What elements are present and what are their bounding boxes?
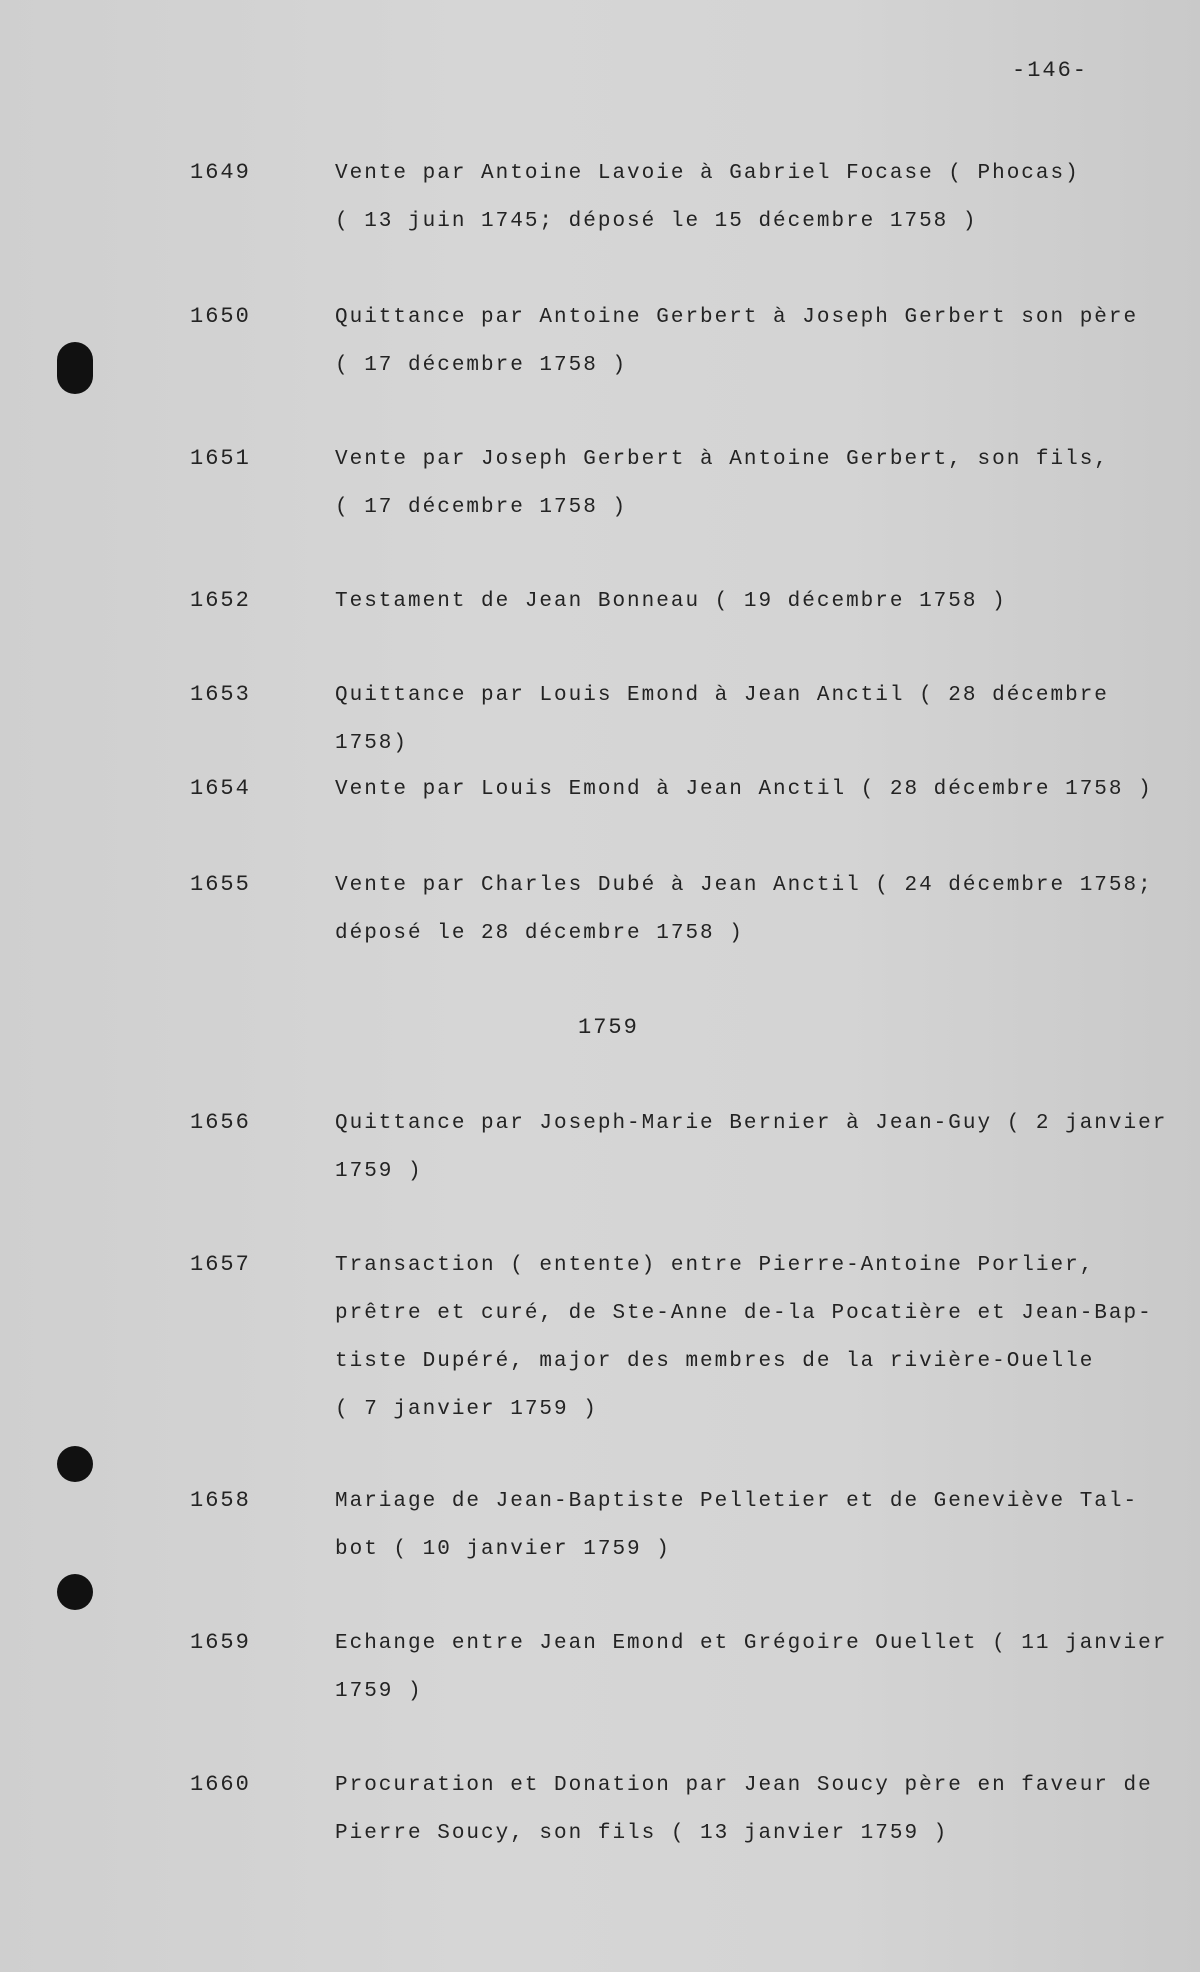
entry-text: Quittance par Louis Emond à Jean Anctil ( 28 décembre 1758) (335, 684, 1109, 755)
entry-text: Quittance par Antoine Gerbert à Joseph Gerbert son père ( 17 décembre 1758 ) (335, 306, 1139, 377)
entry-text: Quittance par Joseph-Marie Bernier à Jean-Guy ( 2 janvier 1759 ) (335, 1112, 1168, 1183)
entry-number: 1653 (190, 682, 251, 707)
entry-text: Echange entre Jean Emond et Grégoire Ouellet ( 11 janvier 1759 ) (335, 1632, 1168, 1703)
entry-number: 1649 (190, 160, 251, 185)
entry-number: 1651 (190, 446, 251, 471)
entry-text: Testament de Jean Bonneau ( 19 décembre 1758 ) (335, 590, 1007, 613)
page-number: -146- (1012, 58, 1089, 83)
entry-number: 1657 (190, 1252, 251, 1277)
entry-number: 1654 (190, 776, 251, 801)
entry-text: Mariage de Jean-Baptiste Pelletier et de Geneviève Tal- bot ( 10 janvier 1759 ) (335, 1490, 1139, 1561)
entry-number: 1650 (190, 304, 251, 329)
entry-number: 1656 (190, 1110, 251, 1135)
entry-text: Vente par Joseph Gerbert à Antoine Gerbert, son fils, ( 17 décembre 1758 ) (335, 448, 1109, 519)
entry-text: Transaction ( entente) entre Pierre-Antoine Porlier, prêtre et curé, de Ste-Anne de-la Pocatière et Jean-Bap- tiste Dupéré, major des membres de la rivière-Ouelle ( 7 janvier 1759 ) (335, 1254, 1153, 1421)
punch-hole-top (57, 342, 93, 394)
entry-number: 1660 (190, 1772, 251, 1797)
entry-text: Vente par Louis Emond à Jean Anctil ( 28 décembre 1758 ) (335, 778, 1153, 801)
entry-number: 1658 (190, 1488, 251, 1513)
entry-text: Vente par Antoine Lavoie à Gabriel Focase ( Phocas) ( 13 juin 1745; déposé le 15 décembre 1758 ) (335, 162, 1080, 233)
entry-number: 1655 (190, 872, 251, 897)
punch-hole-middle (57, 1446, 93, 1482)
punch-hole-bottom (57, 1574, 93, 1610)
entry-number: 1652 (190, 588, 251, 613)
entry-text: Vente par Charles Dubé à Jean Anctil ( 24 décembre 1758; déposé le 28 décembre 1758 ) (335, 874, 1153, 945)
year-heading: 1759 (578, 1015, 639, 1040)
entry-number: 1659 (190, 1630, 251, 1655)
entry-text: Procuration et Donation par Jean Soucy père en faveur de Pierre Soucy, son fils ( 13 janvier 1759 ) (335, 1774, 1153, 1845)
